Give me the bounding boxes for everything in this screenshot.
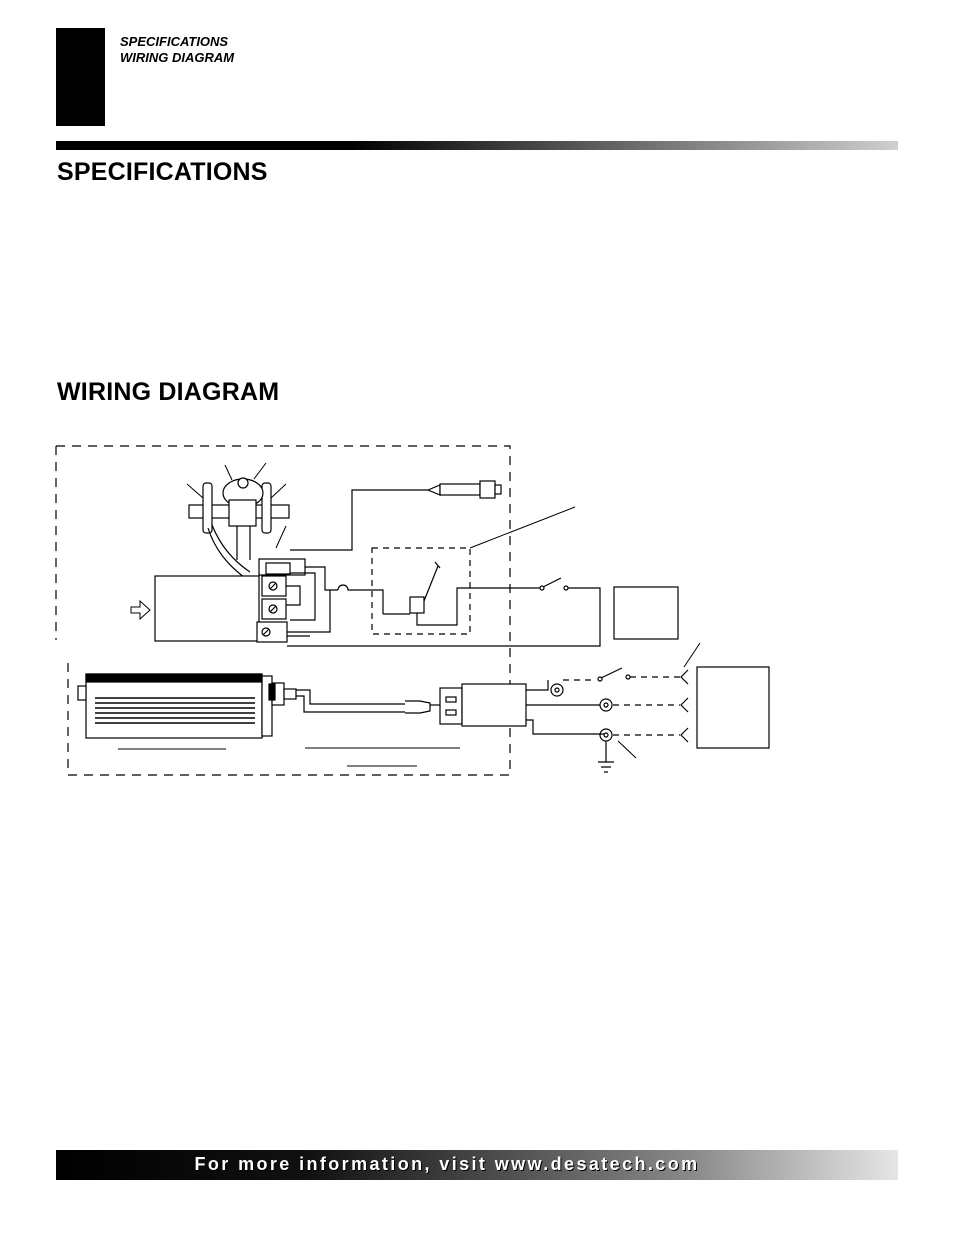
section-tags [120, 34, 234, 66]
blower-assembly [78, 674, 460, 766]
section-tag-wiring: WIRING DIAGRAM [120, 50, 235, 65]
control-module [131, 559, 305, 642]
thermocouple-probe [290, 481, 501, 550]
wiring-diagram-heading: WIRING DIAGRAM [57, 378, 280, 406]
module-wiring [286, 567, 383, 636]
wiring-diagram [0, 430, 954, 790]
section-tag-specifications: SPECIFICATIONS [120, 34, 229, 49]
power-receptacle [430, 643, 769, 772]
footer-website-text: For more information, visit www.desatech.com [194, 1154, 700, 1174]
section-tab-block [56, 28, 105, 126]
limit-switch-box [372, 507, 575, 634]
specifications-heading: SPECIFICATIONS [57, 158, 268, 186]
header-rule [56, 141, 898, 150]
footer-bar [56, 1150, 898, 1180]
